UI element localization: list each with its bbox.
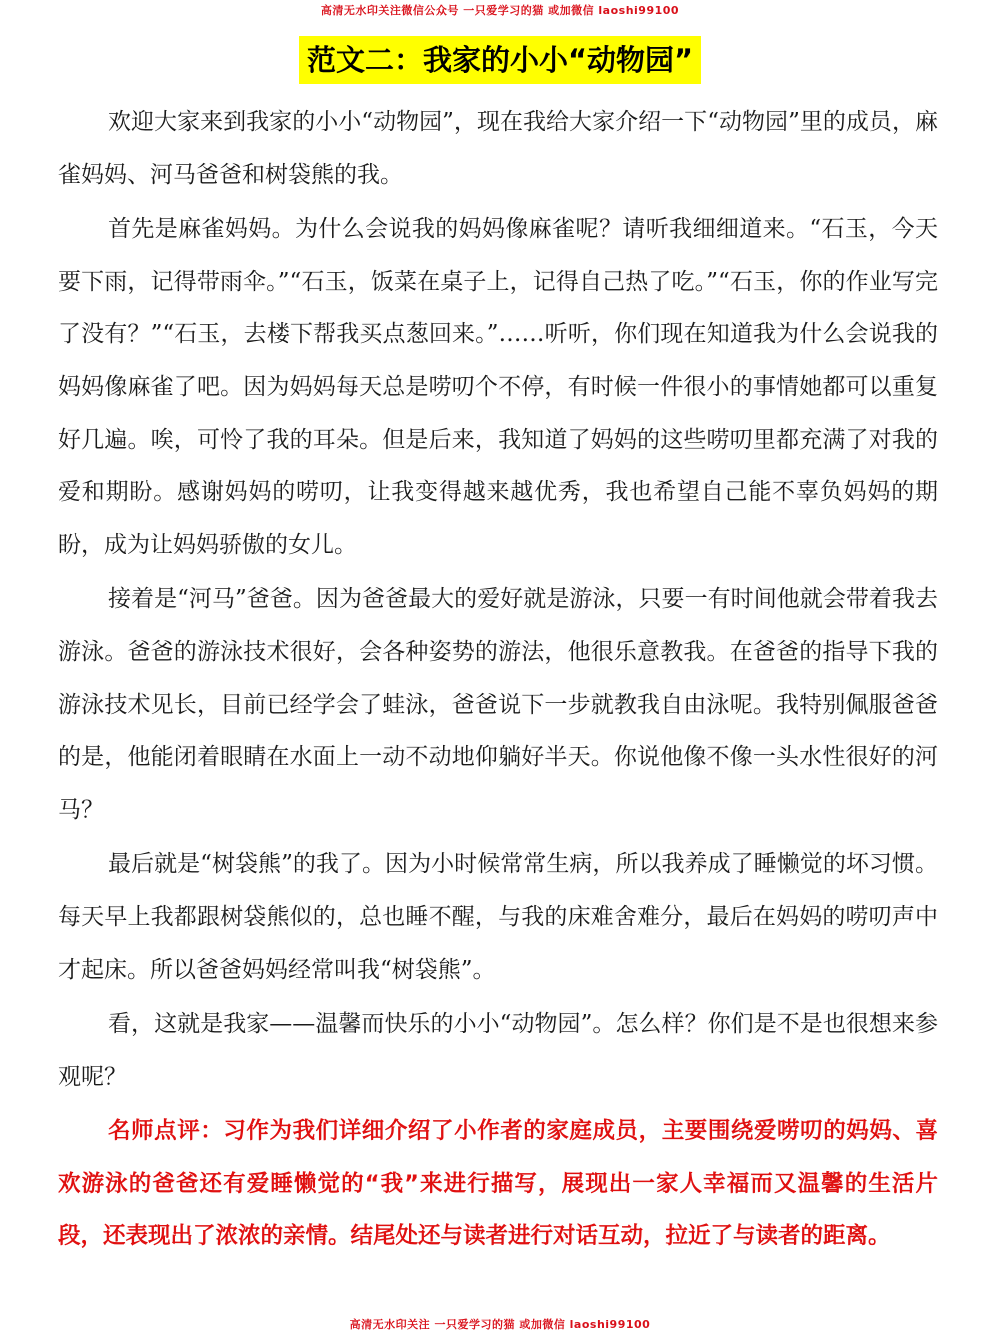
essay-body <box>58 96 938 1265</box>
paragraph-conclusion: 看，这就是我家——温馨而快乐的小小“动物园”。怎么样？你们是不是也很想来参观呢？ <box>58 1011 938 1090</box>
title-container <box>0 36 1000 84</box>
paragraph-mother: 首先是麻雀妈妈。为什么会说我的妈妈像麻雀呢？请听我细细道来。“石玉，今天要下雨，记得带雨伞。”“石玉，饭菜在桌子上，记得自己热了吃。”“石玉，你的作业写完了没有？”“石玉，去楼下帮我买点葱回来。”……听听，你们现在知道我为什么会说我的妈妈像麻雀了吧。因为妈妈每天总是唠叨个不停，有时候一件很小的事情她都可以重复好几遍。唉，可怜了我的耳朵。但是后来，我知道了妈妈的这些唠叨里都充满了对我的爱和期盼。感谢妈妈的唠叨，让我变得越来越优秀，我也希望自己能不辜负妈妈的期盼，成为让妈妈骄傲的女儿。 <box>58 216 938 558</box>
header-watermark-banner: 高清无水印关注微信公众号 一只爱学习的猫 或加微信 laoshi99100 <box>320 4 680 17</box>
page-title: 范文二：我家的小小“动物园” <box>299 36 701 84</box>
teacher-review: 名师点评：习作为我们详细介绍了小作者的家庭成员，主要围绕爱唠叨的妈妈、喜欢游泳的爸爸还有爱睡懒觉的“我”来进行描写，展现出一家人幸福而又温馨的生活片段，还表现出了浓浓的亲情。结尾处还与读者进行对话互动，拉近了与读者的距离。 <box>58 1118 938 1250</box>
footer-watermark-banner: 高清无水印关注 一只爱学习的猫 或加微信 laoshi99100 <box>349 1318 651 1331</box>
paragraph-me: 最后就是“树袋熊”的我了。因为小时候常常生病，所以我养成了睡懒觉的坏习惯。每天早上我都跟树袋熊似的，总也睡不醒，与我的床难舍难分，最后在妈妈的唠叨声中才起床。所以爸爸妈妈经常叫我“树袋熊”。 <box>58 851 938 983</box>
paragraph-father: 接着是“河马”爸爸。因为爸爸最大的爱好就是游泳，只要一有时间他就会带着我去游泳。爸爸的游泳技术很好，会各种姿势的游法，他很乐意教我。在爸爸的指导下我的游泳技术见长，目前已经学会了蛙泳，爸爸说下一步就教我自由泳呢。我特别佩服爸爸的是，他能闭着眼睛在水面上一动不动地仰躺好半天。你说他像不像一头水性很好的河马？ <box>58 586 938 823</box>
paragraph-intro: 欢迎大家来到我家的小小“动物园”，现在我给大家介绍一下“动物园”里的成员，麻雀妈妈、河马爸爸和树袋熊的我。 <box>58 109 938 188</box>
